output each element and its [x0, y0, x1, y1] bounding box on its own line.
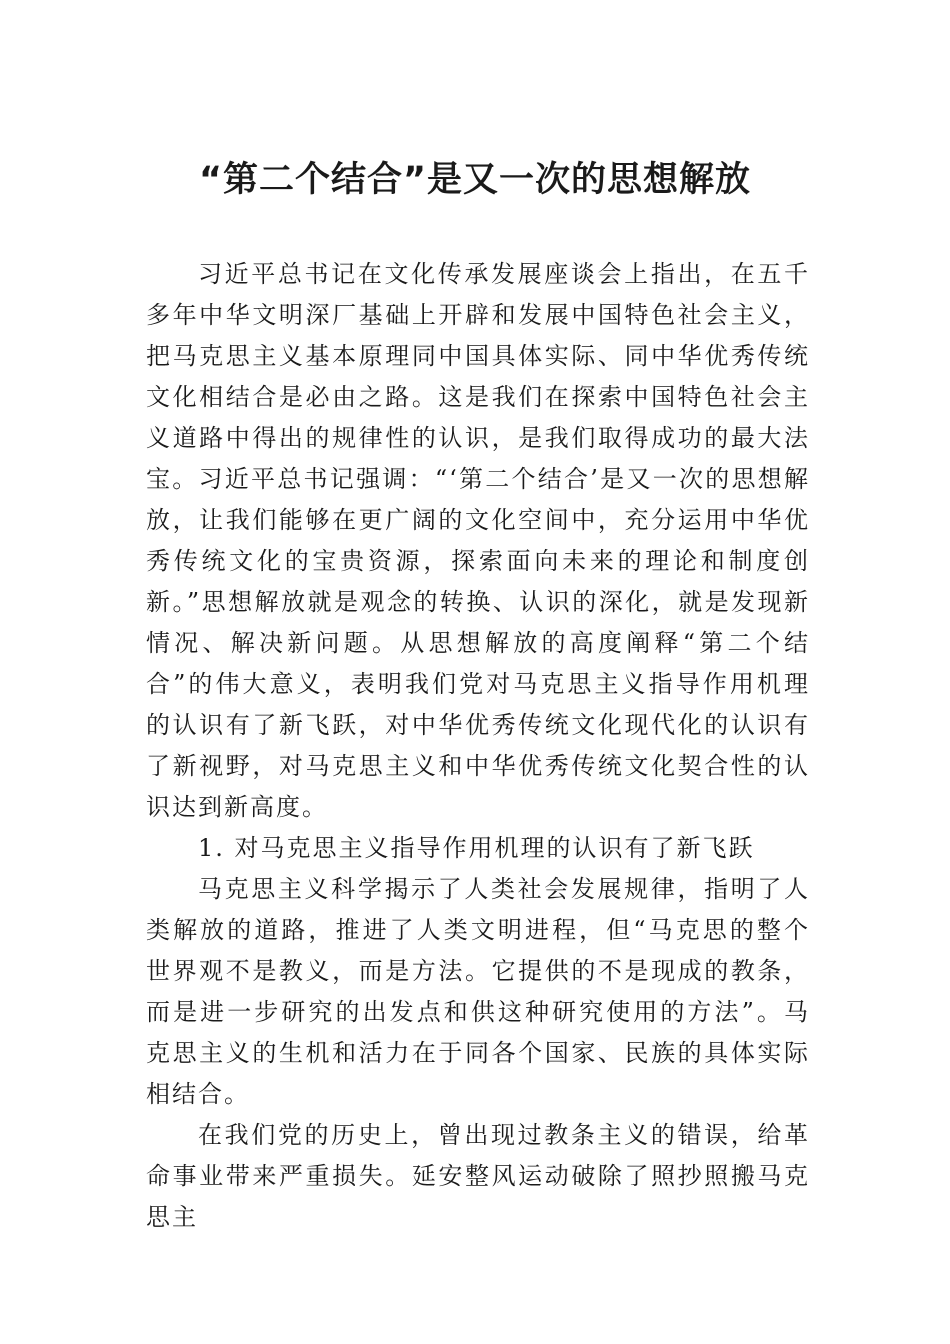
- paragraph-history: 在我们党的历史上，曾出现过教条主义的错误，给革命事业带来严重损失。延安整风运动破除了照抄照搬马克思主: [146, 1121, 810, 1231]
- section-heading-1: 1. 对马克思主义指导作用机理的认识有了新飞跃: [198, 834, 755, 862]
- document-body: [146, 254, 810, 1238]
- paragraph-intro: 习近平总书记在文化传承发展座谈会上指出，在五千多年中华文明深⼚基础上开辟和发展中国特色社会主义，把马克思主义基本原理同中国具体实际、同中华优秀传统文化相结合是必由之路。这是我们在探索中国特色社会主义道路中得出的规律性的认识，是我们取得成功的最大法宝。习近平总书记强调：“‘第二个结合’是又一次的思想解放，让我们能够在更广阔的文化空间中，充分运用中华优秀传统文化的宝贵资源，探索面向未来的理论和制度创新。”思想解放就是观念的转换、认识的深化，就是发现新情况、解决新问题。从思想解放的高度阐释“第二个结合”的伟大意义，表明我们党对马克思主义指导作用机理的认识有了新飞跃，对中华优秀传统文化现代化的认识有了新视野，对马克思主义和中华优秀传统文化契合性的认识达到新高度。: [146, 260, 810, 821]
- paragraph-section-1: 马克思主义科学揭示了人类社会发展规律，指明了人类解放的道路，推进了人类文明进程，但“马克思的整个世界观不是教义，而是方法。它提供的不是现成的教条，而是进一步研究的出发点和供这种研究使用的方法”。马克思主义的生机和活力在于同各个国家、民族的具体实际相结合。: [146, 875, 810, 1108]
- document-title: “第二个结合”是又一次的思想解放: [198, 160, 751, 200]
